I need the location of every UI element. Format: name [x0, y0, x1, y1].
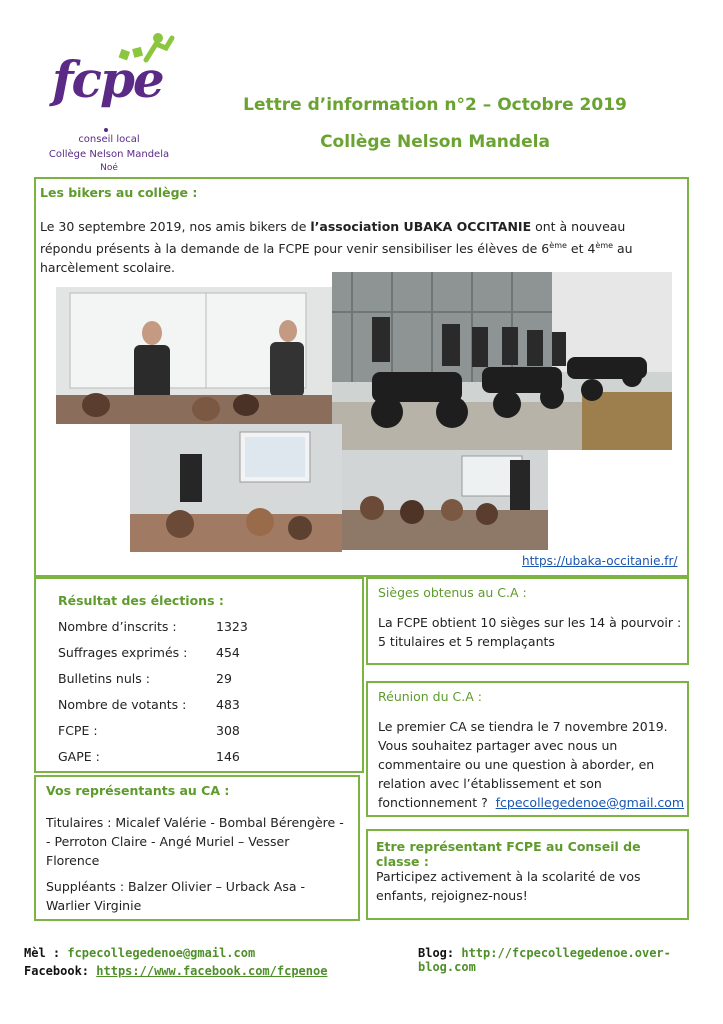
titulaires-line2: - Perroton Claire - Angé Muriel – Vesser	[46, 834, 290, 849]
footer-facebook-label: Facebook:	[24, 964, 90, 978]
footer-mel-label: Mèl :	[24, 946, 61, 960]
sieges-text: La FCPE obtient 10 sièges sur les 14 à pourvoir : 5 titulaires et 5 remplaçants	[378, 615, 682, 649]
sieges-section	[366, 577, 689, 665]
elections-section	[34, 577, 364, 773]
reunion-line2: Vous souhaitez partager avec nous un	[378, 738, 618, 753]
suppleants-line1: Suppléants : Balzer Olivier – Urback Asa -	[46, 879, 305, 894]
representants-section	[34, 775, 360, 921]
page-subtitle: Collège Nelson Mandela	[320, 132, 550, 152]
photo-motorcycles	[332, 272, 672, 450]
logo-dot	[104, 128, 108, 132]
footer-blog-label: Blog:	[418, 946, 455, 960]
reunion-line5: fonctionnement ? fcpecollegedenoe@gmail.com	[378, 795, 685, 810]
photo-screen-class	[130, 424, 342, 552]
election-row-value: 1323	[216, 619, 248, 634]
fcpe-logo	[36, 30, 182, 180]
conseil-line1: Participez activement à la scolarité de vos	[376, 869, 641, 884]
reunion-line4: relation avec l’établissement et son	[378, 776, 602, 791]
footer-blog-link[interactable]: http://fcpecollegedenoe.over-blog.com	[418, 946, 671, 974]
footer-mel-link[interactable]: fcpecollegedenoe@gmail.com	[67, 946, 256, 960]
ubaka-link[interactable]: https://ubaka-occitanie.fr/	[522, 554, 678, 568]
election-row-value: 454	[216, 645, 240, 660]
reunion-line3: commentaire ou une question à aborder, en	[378, 757, 655, 772]
election-row-value: 483	[216, 697, 240, 712]
election-row-value: 146	[216, 749, 240, 764]
election-row-label: Suffrages exprimés :	[58, 645, 188, 660]
conseil-heading: Etre représentant FCPE au Conseil de classe :	[376, 839, 641, 869]
reunion-section	[366, 681, 689, 817]
reunion-email-link[interactable]: fcpecollegedenoe@gmail.com	[495, 795, 685, 810]
footer-blog	[418, 946, 723, 974]
bikers-section	[34, 177, 689, 577]
page-title: Lettre d’information n°2 – Octobre 2019	[243, 95, 627, 115]
suppleants-line2: Warlier Virginie	[46, 898, 142, 913]
election-row-value: 308	[216, 723, 240, 738]
photo-class-biker	[342, 450, 548, 550]
conseil-section	[366, 829, 689, 920]
bikers-paragraph: Le 30 septembre 2019, nos amis bikers de l’association UBAKA OCCITANIE ont à nouveau répondu présents à la demande de la FCPE pour venir sensibiliser les élèves de 6ème et 4ème au harcèlement scolaire.	[40, 219, 633, 276]
bikers-heading: Les bikers au collège :	[40, 185, 198, 200]
footer-facebook-link[interactable]: https://www.facebook.com/fcpenoe	[96, 964, 328, 978]
election-row-label: Nombre d’inscrits :	[58, 619, 177, 634]
logo-brand: fcpe	[52, 50, 163, 109]
election-row-label: Bulletins nuls :	[58, 671, 150, 686]
conseil-line2: enfants, rejoignez-nous!	[376, 888, 528, 903]
footer-mel	[24, 946, 255, 960]
reunion-line1: Le premier CA se tiendra le 7 novembre 2019.	[378, 719, 668, 734]
election-row-label: Nombre de votants :	[58, 697, 187, 712]
titulaires-line1: Titulaires : Micalef Valérie - Bombal Bérengère -	[46, 815, 344, 830]
photo-classroom-bikers	[56, 287, 332, 424]
representants-heading: Vos représentants au CA :	[46, 783, 230, 798]
logo-line1: conseil local	[78, 134, 140, 145]
elections-heading: Résultat des élections :	[58, 593, 224, 608]
reunion-heading: Réunion du C.A :	[378, 689, 482, 704]
election-row-label: GAPE :	[58, 749, 100, 764]
footer-facebook	[24, 964, 327, 978]
logo-line3: Noé	[100, 163, 118, 173]
election-row-value: 29	[216, 671, 232, 686]
election-row-label: FCPE :	[58, 723, 98, 738]
logo-line2: Collège Nelson Mandela	[48, 149, 170, 160]
sieges-heading: Sièges obtenus au C.A :	[378, 585, 527, 600]
titulaires-line3: Florence	[46, 853, 100, 868]
